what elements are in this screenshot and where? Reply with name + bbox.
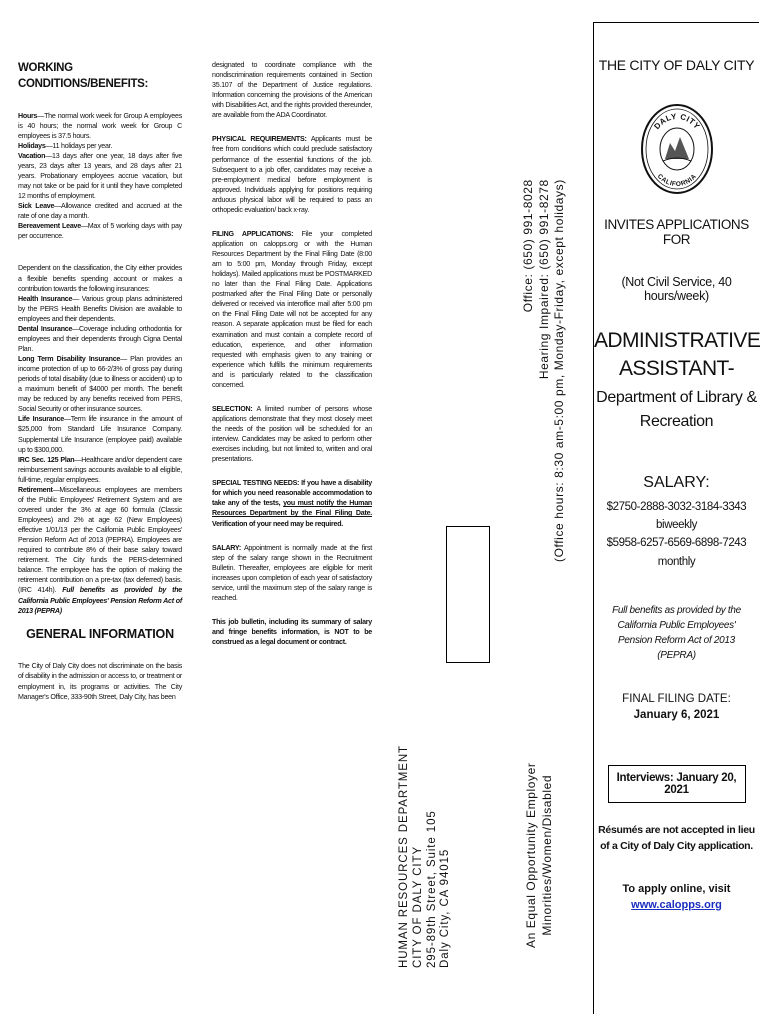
hr-street-address: 295-89th Street, Suite 105 (425, 810, 438, 968)
hearing-impaired-phone: Hearing Impaired: (650) 991-8278 (536, 179, 551, 380)
resumes-note: Résumés are not accepted in lieu of a City of Daly City application. (598, 824, 755, 852)
hr-city-state-zip: Daly City, CA 94015 (439, 848, 452, 968)
invites-heading: INVITES APPLICATIONS FOR (604, 217, 749, 247)
job-title (594, 327, 759, 384)
eeo-statement (524, 763, 555, 949)
filing-applications-paragraph: FILING APPLICATIONS: File your completed application on calopps.org or with the Human Resources Department by the Final Filing Date (8:00 am to 5:00 pm, Monday through Friday, except holidays). Mailed applications must be POSTMARKED no later than the Final Filing Date. Applications postmarked after the Final Filing Date or personally delivered or received via interoffice mail after 5:00 pm on the Final Filing Date will not be accepted for any reason. A separate application must be filed for each examination and must contain a complete record of education, experience, and other information requested with emphasis given to any training or experience which fulfills the minimum requirements and is particularly related to the classification concerned. (212, 229, 372, 389)
cover-panel (593, 22, 759, 1014)
svg-text:CALIFORNIA (655, 173, 697, 188)
job-department-line-2: Recreation (639, 412, 714, 430)
salary-heading: SALARY: (643, 473, 710, 491)
dental-paragraph: Dental Insurance—Coverage including orthodontia for employees and their dependents through Cigna Dental Plan. (18, 324, 182, 353)
office-contact-block (521, 179, 568, 562)
bereavement-paragraph: Bereavement Leave—Max of 5 working days with pay per occurrence. (18, 222, 182, 241)
postage-stamp-box (446, 526, 490, 663)
final-filing-date: January 6, 2021 (633, 709, 720, 722)
job-department (594, 386, 759, 434)
physical-requirements-paragraph: PHYSICAL REQUIREMENTS: Applicants must be free from conditions which could preclude satisfactory performance of the essential functions of the job. Subsequent to a job offer, candidates may receive a pre-employment medical before employment is approved. Individuals applying for positions requiring arduous physical labor will be required to pass an orthopedic evaluation/ back x-ray. (212, 135, 372, 214)
hr-city-name: CITY OF DALY CITY (411, 845, 424, 968)
hr-department-name: HUMAN RESOURCES DEPARTMENT (398, 745, 410, 968)
position-type: (Not Civil Service, 40 hours/week) (621, 275, 732, 303)
office-phone: Office: (650) 991-8028 (521, 179, 535, 313)
retirement-paragraph: Retirement—Miscellaneous employees are members of the Public Employees' Retirement System and are covered under the 3% at age 60 formula (Classic Employees) and 2% at age 62 (New Employees) effective 1/01/13 per the California Public Employees' Pension Reform Act of 2013 (PEPRA). Employees are required to contribute 8% of their base salary toward retirement. The City funds the PERS-determined balance. The employee has the option of making the retirement contribution on a pre-tax (tax deferred) basis. (IRC 414h). Full benefits as provided by the California Public Employees' Pension Reform Act of 2013 (PEPRA) (18, 485, 182, 615)
working-conditions-heading: WORKING CONDITIONS/BENEFITS: (18, 62, 149, 91)
eeo-line-1: An Equal Opportunity Employer (524, 762, 538, 948)
hours-paragraph: Hours—The normal work week for Group A employees is 40 hours; the normal work week for Group C employees is 37.5 hours. (18, 111, 182, 140)
seal-top-text: DALY CITY (651, 111, 702, 132)
sick-leave-paragraph: Sick Leave—Allowance credited and accrued at the rate of one day a month. (18, 202, 182, 221)
details-column (212, 60, 372, 647)
health-paragraph: Health Insurance— Various group plans administered by the PERS Health Benefits Division are available to employees and their dependents. (18, 294, 182, 323)
dependent-paragraph: Dependent on the classification, the City either provides a flexible benefits spending account or makes a contribution towards the following insurances: (18, 264, 182, 293)
vacation-paragraph: Vacation—13 days after one year, 18 days after five years, 23 days after 13 years, and 28 days after 21 years. Probationary employees accrue vacation, but may not take or be paid for it until they have completed 12 months of employment. (18, 151, 182, 201)
interviews-box: Interviews: January 20, 2021 (608, 765, 746, 803)
eeo-line-2: Minorities/Women/Disabled (539, 774, 554, 936)
office-hours: (Office hours: 8:30 am-5:00 pm, Monday-Friday, except holidays) (552, 179, 567, 562)
job-title-line-2: ASSISTANT- (619, 357, 734, 381)
selection-paragraph: SELECTION: A limited number of persons whose applications demonstrate that they most closely meet the needs of the position will be scheduled for an interview. Candidates may be asked to perform other exercises including, but not limited to, written and oral presentations. (212, 404, 372, 464)
city-title: THE CITY OF DALY CITY (598, 57, 755, 73)
seal-bottom-text: CALIFORNIA (655, 172, 698, 189)
city-seal-icon (640, 103, 714, 195)
irc-paragraph: IRC Sec. 125 Plan—Healthcare and/or dependent care reimbursement savings accounts available to all eligible, full-time, regular employees. (18, 455, 182, 484)
general-information-heading: GENERAL INFORMATION (26, 626, 174, 641)
salary-ranges (594, 498, 759, 572)
bulletin-disclaimer: This job bulletin, including its summary of salary and fringe benefits information, is NOT to be construed as a legal document or contract. (212, 617, 372, 647)
ltd-paragraph: Long Term Disability Insurance— Plan provides an income protection of up to 66-2/3% of gross pay during periods of total disability (due to illness or accident) up to a maximum benefit of $4000 per month. The benefit may be reduced by any benefits received from PERS, Social Security or other insurance sources. (18, 355, 182, 414)
apply-online-text: To apply online, visit (622, 882, 731, 895)
general-information-paragraph: The City of Daly City does not discriminate on the basis of disability in the admission or access to, or treatment or employment in, its programs or activities. The City Manager's Office, 333-90th Street, Daly City, has been (18, 662, 182, 701)
return-address (398, 745, 453, 968)
job-department-line-1: Department of Library & (596, 388, 757, 406)
salary-monthly: $5958-6257-6569-6898-7243 monthly (606, 537, 747, 568)
salary-paragraph: SALARY: Appointment is normally made at the first step of the salary range shown in the Recruitment Bulletin. Thereafter, employees are eligible for merit increases upon completion of each year of satisfactory service, until the maximum step of the salary range is reached. (212, 543, 372, 602)
salary-biweekly: $2750-2888-3032-3184-3343 biweekly (606, 500, 747, 532)
special-testing-paragraph: SPECIAL TESTING NEEDS: If you have a disability for which you need reasonable accommodation to take any of the tests, you must notify the Human Resources Department by the Final Filing Date. Verification of your need may be required. (212, 479, 372, 528)
calopps-link[interactable]: www.calopps.org (631, 898, 722, 911)
job-title-line-1: ADMINISTRATIVE (594, 329, 761, 352)
ada-paragraph: designated to coordinate compliance with the nondiscrimination requirements contained in Section 35.107 of the Department of Justice regulations. Information concerning the provisions of the American with Disabilities Act, and the rights provided thereunder, are available from the ADA Coordinator. (212, 61, 372, 120)
life-insurance-paragraph: Life Insurance—Term life insurance in the amount of $25,000 from Standard Life Insurance Company. Supplemental Life Insurance (employee paid) available up to $300,000. (18, 415, 182, 454)
holidays-paragraph: Holidays—11 holidays per year. (18, 141, 113, 150)
benefits-column (18, 60, 182, 702)
final-filing-label: FINAL FILING DATE: (622, 693, 731, 706)
benefits-note: Full benefits as provided by the California Public Employees' Pension Reform Act of 2013 (PEPRA) (612, 605, 741, 662)
